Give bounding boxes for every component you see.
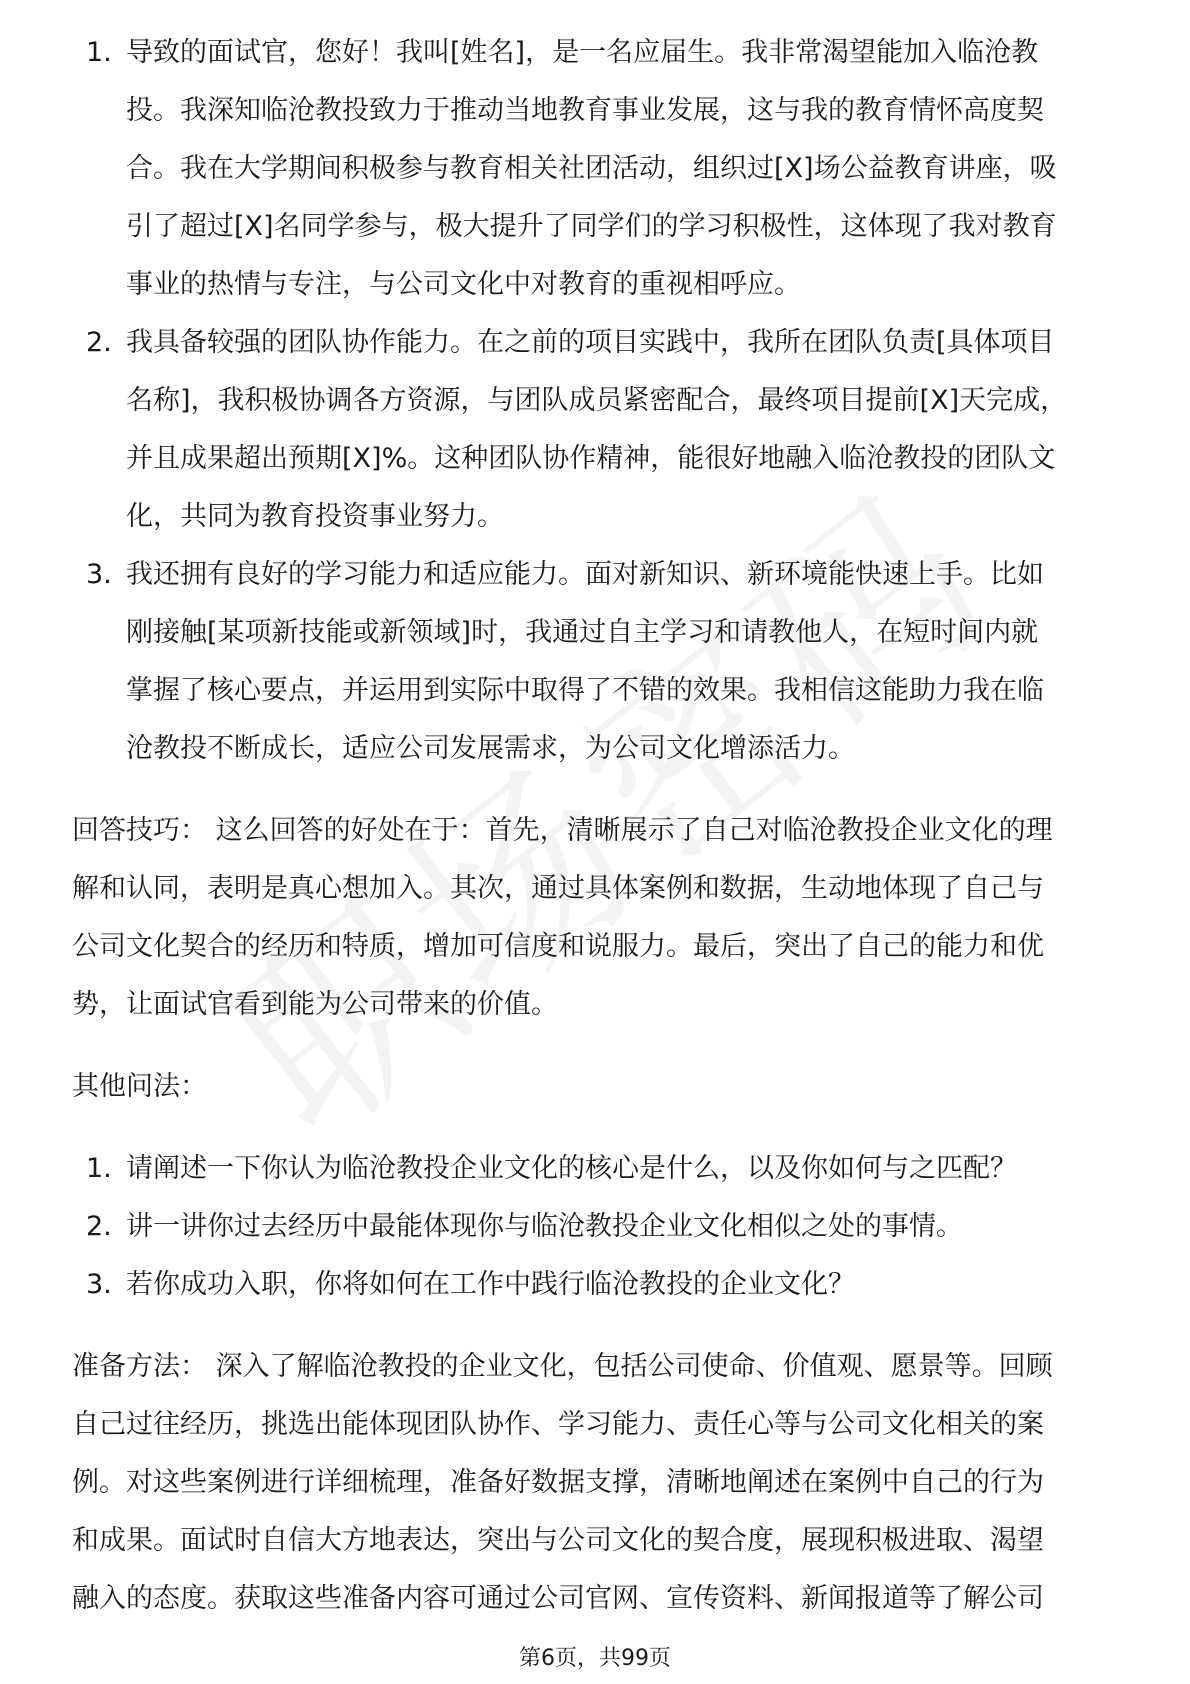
list-line: 讲一讲你过去经历中最能体现你与临沧教投企业文化相似之处的事情。 [126, 1211, 963, 1242]
list-line: 投。我深知临沧教投致力于推动当地教育事业发展，这与我的教育情怀高度契 [126, 95, 1044, 126]
tips-line: 势，让面试官看到能为公司带来的价值。 [72, 989, 558, 1020]
list-number: 1. [86, 37, 112, 68]
page-content [72, 24, 1118, 1628]
preparation-line: 准备方法： 深入了解临沧教投的企业文化，包括公司使命、价值观、愿景等。回顾 [72, 1351, 1053, 1382]
list-item [72, 314, 1118, 546]
other-questions-heading: 其他问法： [72, 1071, 207, 1102]
tips-line: 回答技巧： 这么回答的好处在于：首先，清晰展示了自己对临沧教投企业文化的理 [72, 815, 1053, 846]
page-number: 第6页，共99页 [519, 1646, 671, 1671]
list-line: 刚接触[某项新技能或新领域]时，我通过自主学习和请教他人，在短时间内就 [126, 617, 1039, 648]
list-number: 1. [86, 1153, 112, 1184]
preparation-line: 自己过往经历，挑选出能体现团队协作、学习能力、责任心等与公司文化相关的案 [72, 1409, 1044, 1440]
list-number: 2. [86, 327, 112, 358]
list-line: 事业的热情与专注，与公司文化中对教育的重视相呼应。 [126, 269, 801, 300]
tips-line: 公司文化契合的经历和特质，增加可信度和说服力。最后，突出了自己的能力和优 [72, 931, 1044, 962]
list-number: 3. [86, 1269, 112, 1300]
list-item [72, 546, 1118, 778]
answer-tips [72, 802, 1118, 1034]
list-line: 名称]，我积极协调各方资源，与团队成员紧密配合，最终项目提前[X]天完成， [126, 385, 1068, 416]
list-item [72, 1198, 1118, 1256]
list-line: 化，共同为教育投资事业努力。 [126, 501, 504, 532]
other-questions-list [72, 1140, 1118, 1314]
list-line: 我还拥有良好的学习能力和适应能力。面对新知识、新环境能快速上手。比如 [126, 559, 1044, 590]
preparation-line: 和成果。面试时自信大方地表达，突出与公司文化的契合度，展现积极进取、渴望 [72, 1525, 1044, 1556]
list-line: 请阐述一下你认为临沧教投企业文化的核心是什么，以及你如何与之匹配？ [126, 1153, 1017, 1184]
top-edge-clip [0, 0, 1190, 34]
preparation-line: 例。对这些案例进行详细梳理，准备好数据支撑，清晰地阐述在案例中自己的行为 [72, 1467, 1044, 1498]
list-line: 我具备较强的团队协作能力。在之前的项目实践中，我所在团队负责[具体项目 [126, 327, 1055, 358]
list-line: 沧教投不断成长，适应公司发展需求，为公司文化增添活力。 [126, 733, 855, 764]
list-item [72, 1256, 1118, 1314]
list-line: 合。我在大学期间积极参与教育相关社团活动，组织过[X]场公益教育讲座，吸 [126, 153, 1057, 184]
preparation-line: 融入的态度。获取这些准备内容可通过公司官网、宣传资料、新闻报道等了解公司 [72, 1583, 1044, 1614]
list-line: 若你成功入职，你将如何在工作中践行临沧教投的企业文化？ [126, 1269, 855, 1300]
list-number: 3. [86, 559, 112, 590]
list-item [72, 1140, 1118, 1198]
list-number: 2. [86, 1211, 112, 1242]
tips-line: 解和认同，表明是真心想加入。其次，通过具体案例和数据，生动地体现了自己与 [72, 873, 1044, 904]
list-line: 引了超过[X]名同学参与，极大提升了同学们的学习积极性，这体现了我对教育 [126, 211, 1057, 242]
preparation-method [72, 1338, 1118, 1628]
list-line: 导致的面试官，您好！我叫[姓名]，是一名应届生。我非常渴望能加入临沧教 [126, 37, 1039, 68]
list-item [72, 24, 1118, 314]
list-line: 并且成果超出预期[X]%。这种团队协作精神，能很好地融入临沧教投的团队文 [126, 443, 1056, 474]
answer-list [72, 24, 1118, 778]
list-line: 掌握了核心要点，并运用到实际中取得了不错的效果。我相信这能助力我在临 [126, 675, 1044, 706]
